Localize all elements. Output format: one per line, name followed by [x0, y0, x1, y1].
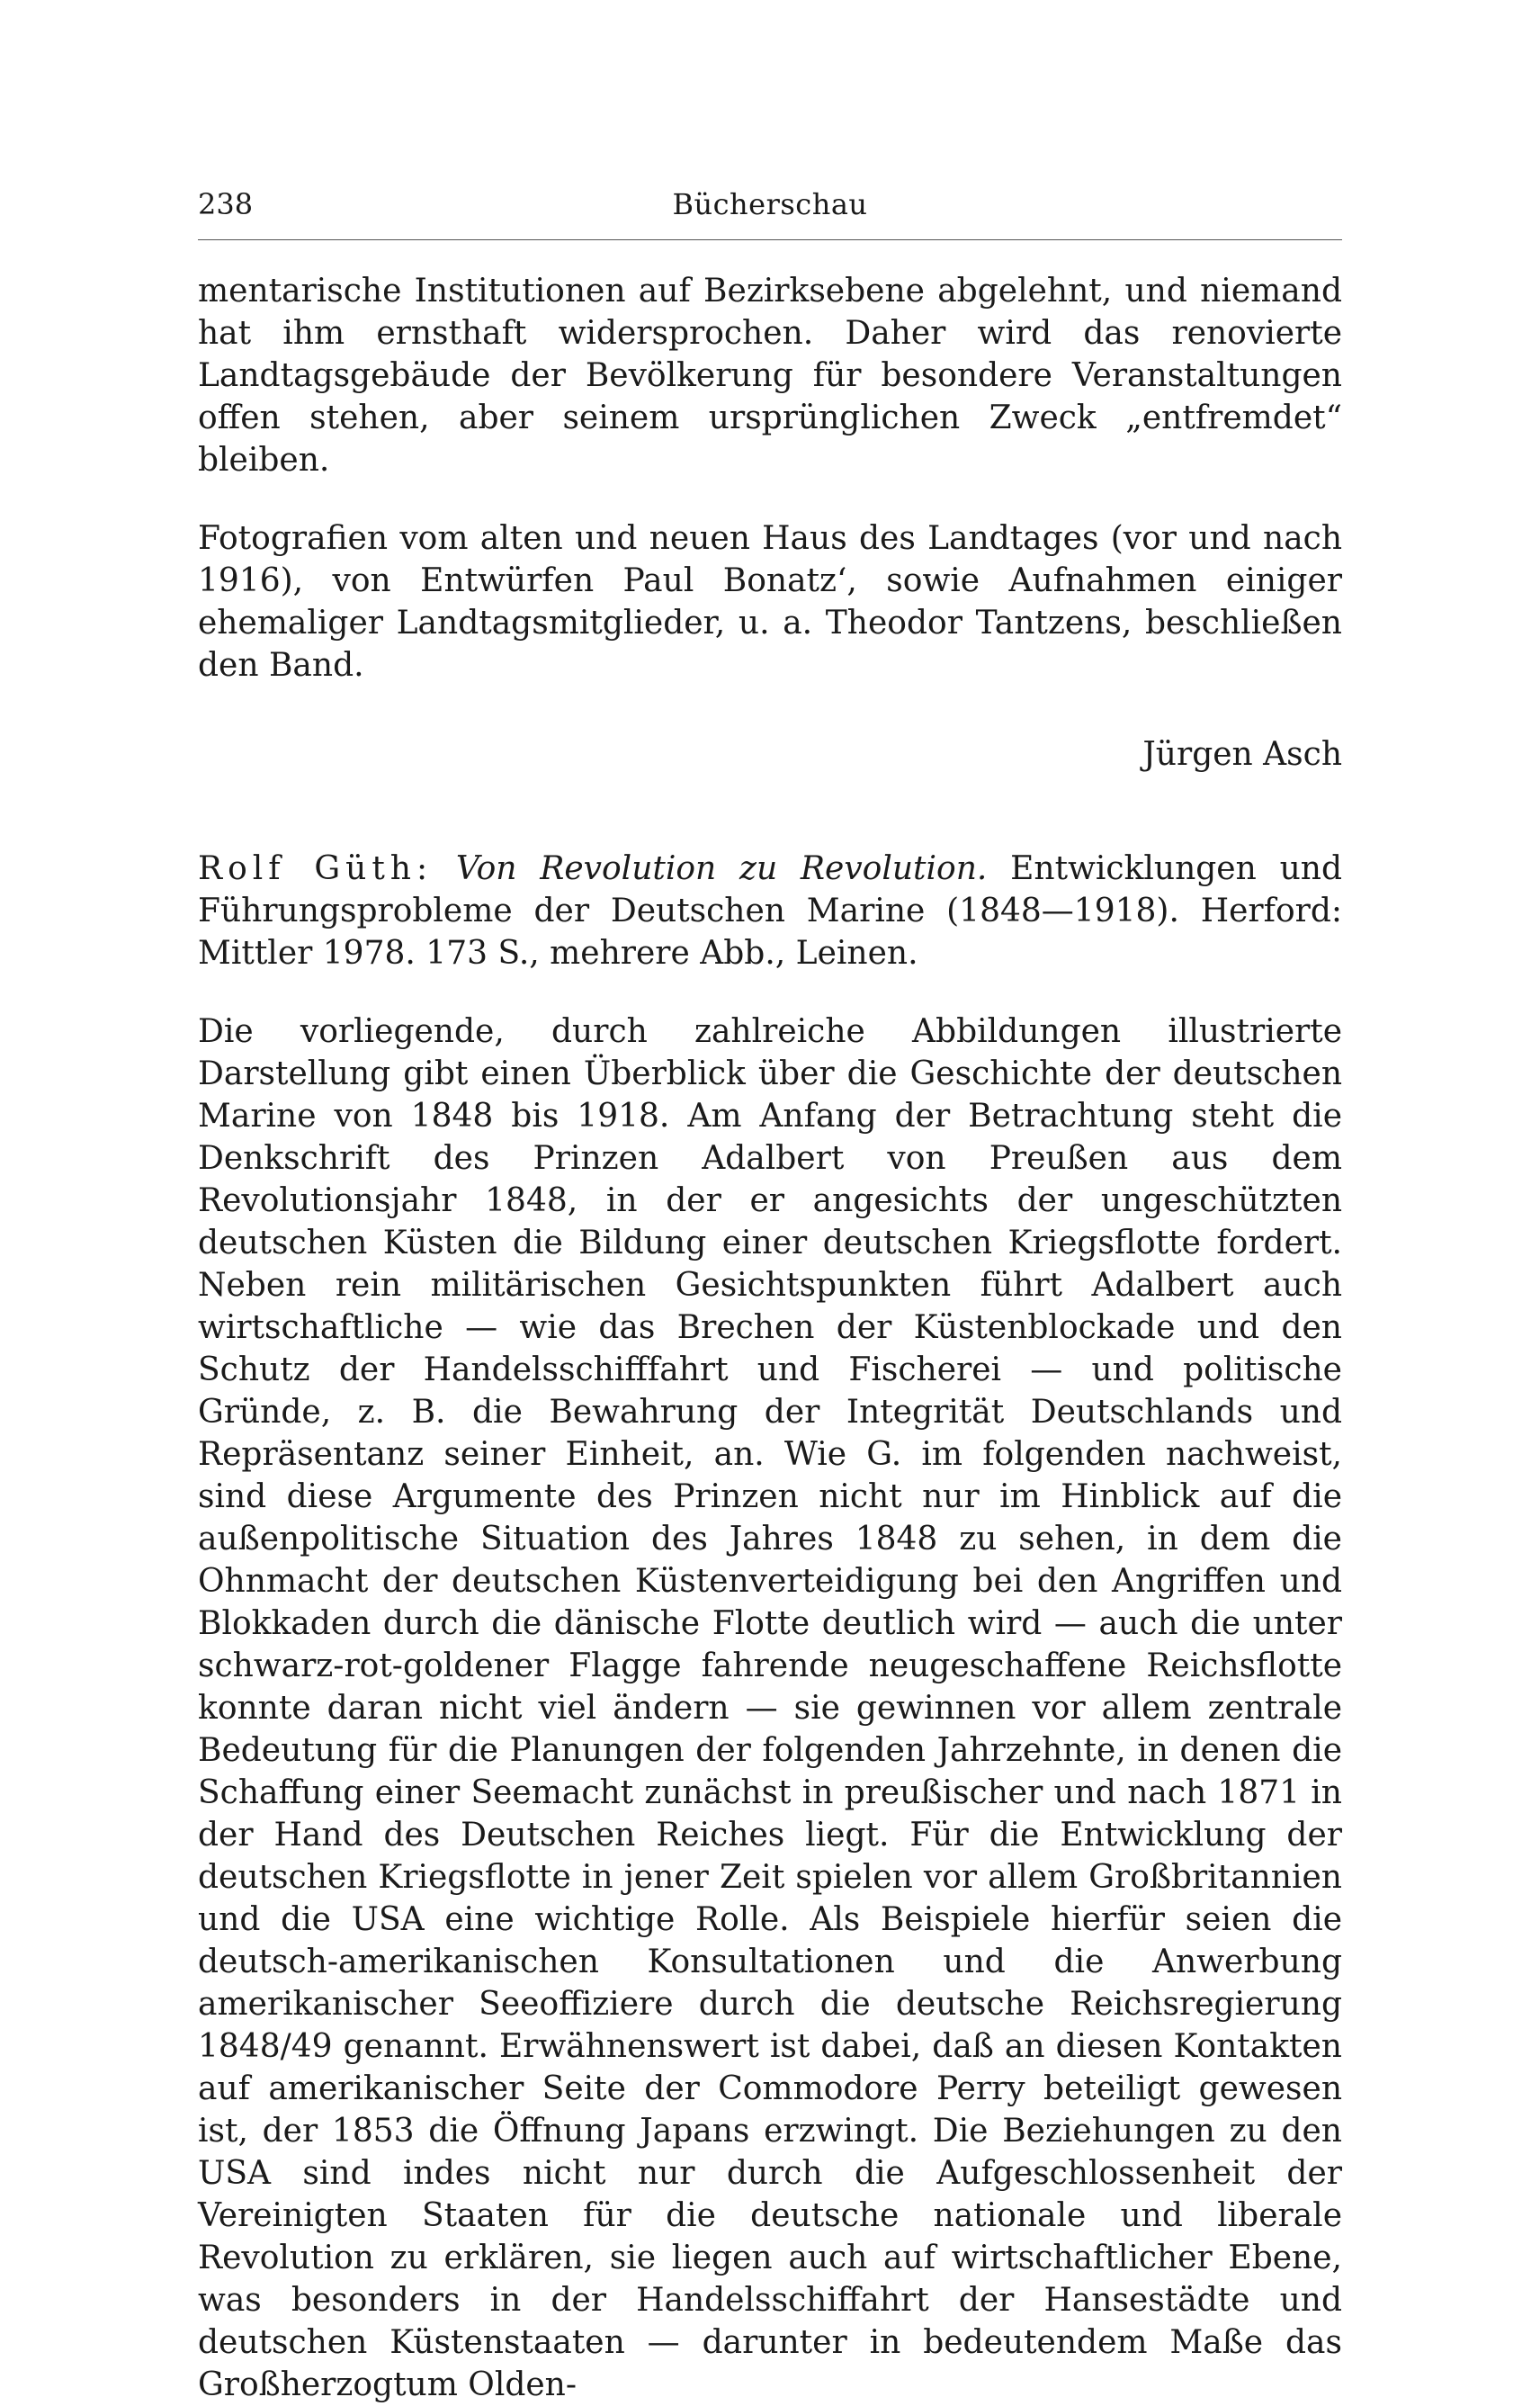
review1-paragraph-2: Fotografien vom alten und neuen Haus des Landtages (vor und nach 1916), von Entwürfen Paul Bonatz‘, sowie Aufnahmen einiger ehemaliger Landtagsmitglieder, u. a. Theodor Tantzens, beschließen den Band. — [198, 520, 1342, 684]
review2-body: Die vorliegende, durch zahlreiche Abbildungen illustrierte Darstellung gibt einen Überblick über die Geschichte der deutschen Marine von 1848 bis 1918. Am Anfang der Betrachtung steht die Denkschrift des Prinzen Adalbert von Preußen aus dem Revolutionsjahr 1848, in der er angesichts der ungeschützten deutschen Küsten die Bildung einer deutschen Kriegsflotte fordert. Neben rein militärischen Gesichtspunkten führt Adalbert auch wirtschaftliche — wie das Brechen der Küstenblockade und den Schutz der Handelsschifffahrt und Fischerei — und politische Gründe, z. B. die Bewahrung der Integrität Deutschlands und Repräsentanz seiner Einheit, an. Wie G. im folgenden nachweist, sind diese Argumente des Prinzen nicht nur im Hinblick auf die außenpolitische Situation des Jahres 1848 zu sehen, in dem die Ohnmacht der deutschen Küstenverteidigung bei den Angriffen und Blokkaden durch die dänische Flotte deutlich wird — auch die unter schwarz-rot-goldener Flagge fahrende neugeschaffene Reichsflotte konnte daran nicht viel ändern — sie gewinnen vor allem zentrale Bedeutung für die Planungen der folgenden Jahrzehnte, in denen die Schaffung einer Seemacht zunächst in preußischer und nach 1871 in der Hand des Deutschen Reiches liegt. Für die Entwicklung der deutschen Kriegsflotte in jener Zeit spielen vor allem Großbritannien und die USA eine wichtige Rolle. Als Beispiele hierfür seien die deutsch-amerikanischen Konsultationen und die Anwerbung amerikanischer Seeoffiziere durch die deutsche Reichsregierung 1848/49 genannt. Erwähnenswert ist dabei, daß an diesen Kontakten auf amerikanischer Seite der Commodore Perry beteiligt gewesen ist, der 1853 die Öffnung Japans erzwingt. Die Beziehungen zu den USA sind indes nicht nur durch die Aufgeschlossenheit der Vereinigten Staaten für die deutsche nationale und liberale Revolution zu erklären, sie liegen auch auf wirtschaftlicher Ebene, was besonders in der Handelsschiffahrt der Hansestädte und deutschen Küstenstaaten — darunter in bedeutendem Maße das Großherzogtum Olden- — [198, 1013, 1342, 2403]
review2-book-details: Entwicklungen und Führungsprobleme der Deutschen Marine (1848—1918). Herford: Mittler 1978. 173 S., mehrere Abb., Leinen. — [198, 850, 1342, 972]
review1-paragraph-1: mentarische Institutionen auf Bezirksebene abgelehnt, und niemand hat ihm ernsthaft widersprochen. Daher wird das renovierte Landtagsgebäude der Bevölkerung für besondere Veranstaltungen offen stehen, aber seinem ursprünglichen Zweck „entfremdet“ bleiben. — [198, 273, 1342, 479]
review2-citation — [198, 848, 1342, 974]
review2-book-title: Von Revolution zu Revolution. — [455, 850, 988, 887]
page-number: 238 — [198, 187, 254, 221]
body-text — [198, 270, 1342, 2406]
header-rule — [198, 239, 1342, 240]
review2-author: Rolf Güth: — [198, 850, 434, 887]
running-title: Bücherschau — [672, 187, 868, 221]
reviewer-signature: Jürgen Asch — [1142, 736, 1342, 773]
page-header — [198, 187, 1342, 232]
